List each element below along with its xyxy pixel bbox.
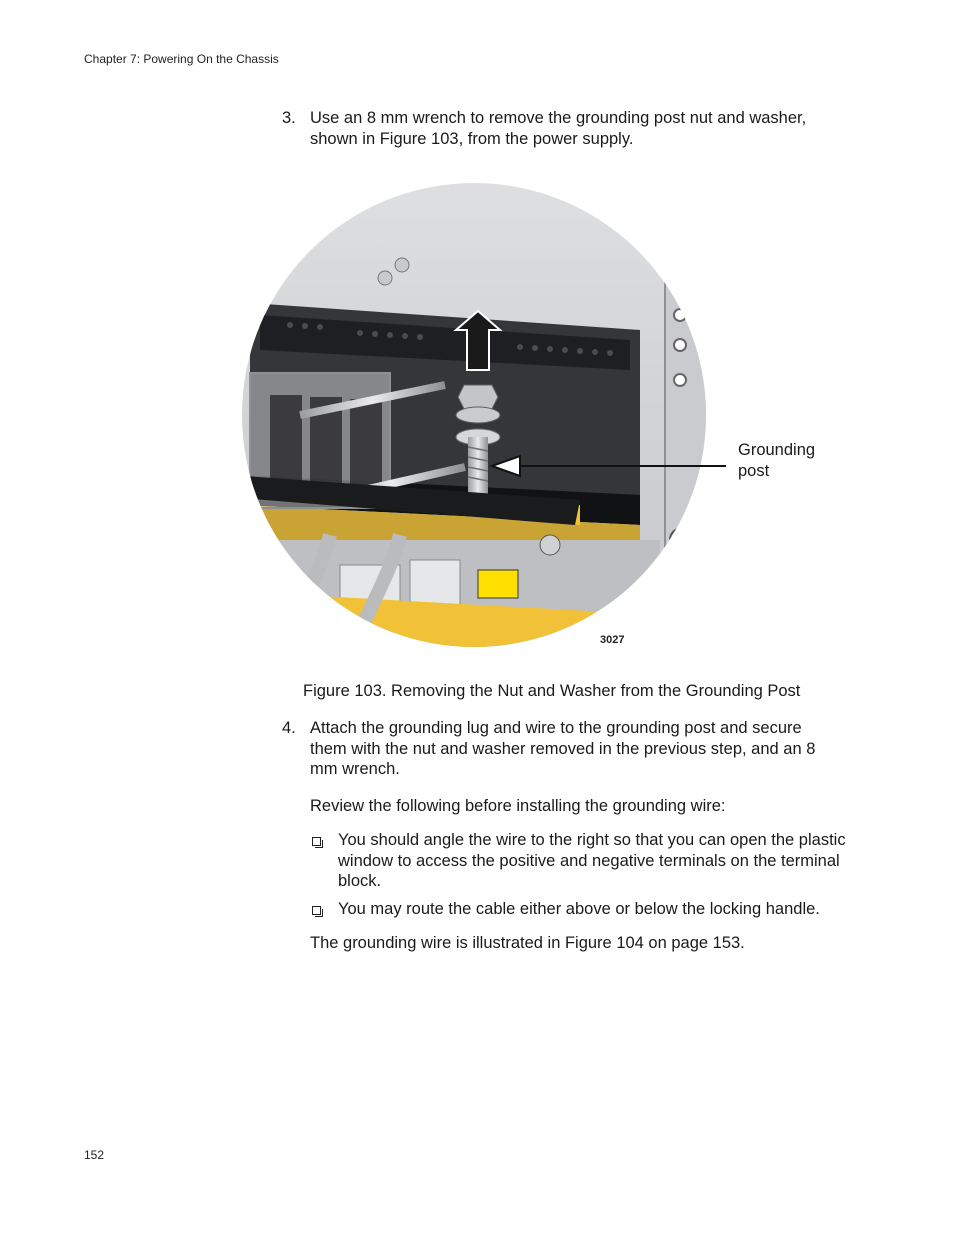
checkbox-bullet-icon	[312, 837, 321, 846]
checkbox-bullet-icon	[312, 906, 321, 915]
page-number: 152	[84, 1148, 105, 1162]
reference-text: The grounding wire is illustrated in Figure 104 on page 153.	[310, 934, 745, 952]
step-4	[282, 718, 842, 780]
bullet-item	[310, 830, 850, 892]
bullet-text: You should angle the wire to the right so that you can open the plastic window to access the positive and negative terminals on the terminal block.	[338, 831, 846, 890]
callout-label: Grounding post	[738, 441, 816, 480]
bullet-item	[310, 899, 850, 920]
review-intro: Review the following before installing the grounding wire:	[310, 797, 726, 815]
step-3	[282, 108, 842, 149]
bullet-text: You may route the cable either above or below the locking handle.	[338, 900, 820, 918]
running-header: Chapter 7: Powering On the Chassis	[84, 52, 279, 66]
step-number: 3.	[282, 109, 296, 127]
grounding-post-illustration	[220, 175, 840, 665]
figure-caption: Figure 103. Removing the Nut and Washer from the Grounding Post	[303, 682, 801, 700]
step-number: 4.	[282, 719, 296, 737]
figure-grounding-post	[220, 175, 840, 665]
step-text: Attach the grounding lug and wire to the grounding post and secure them with the nut and washer removed in the previous step, and an 8 mm wrench.	[310, 719, 816, 778]
step-text: Use an 8 mm wrench to remove the grounding post nut and washer, shown in Figure 103, from the power supply.	[310, 109, 807, 148]
figure-id: 3027	[600, 634, 625, 646]
